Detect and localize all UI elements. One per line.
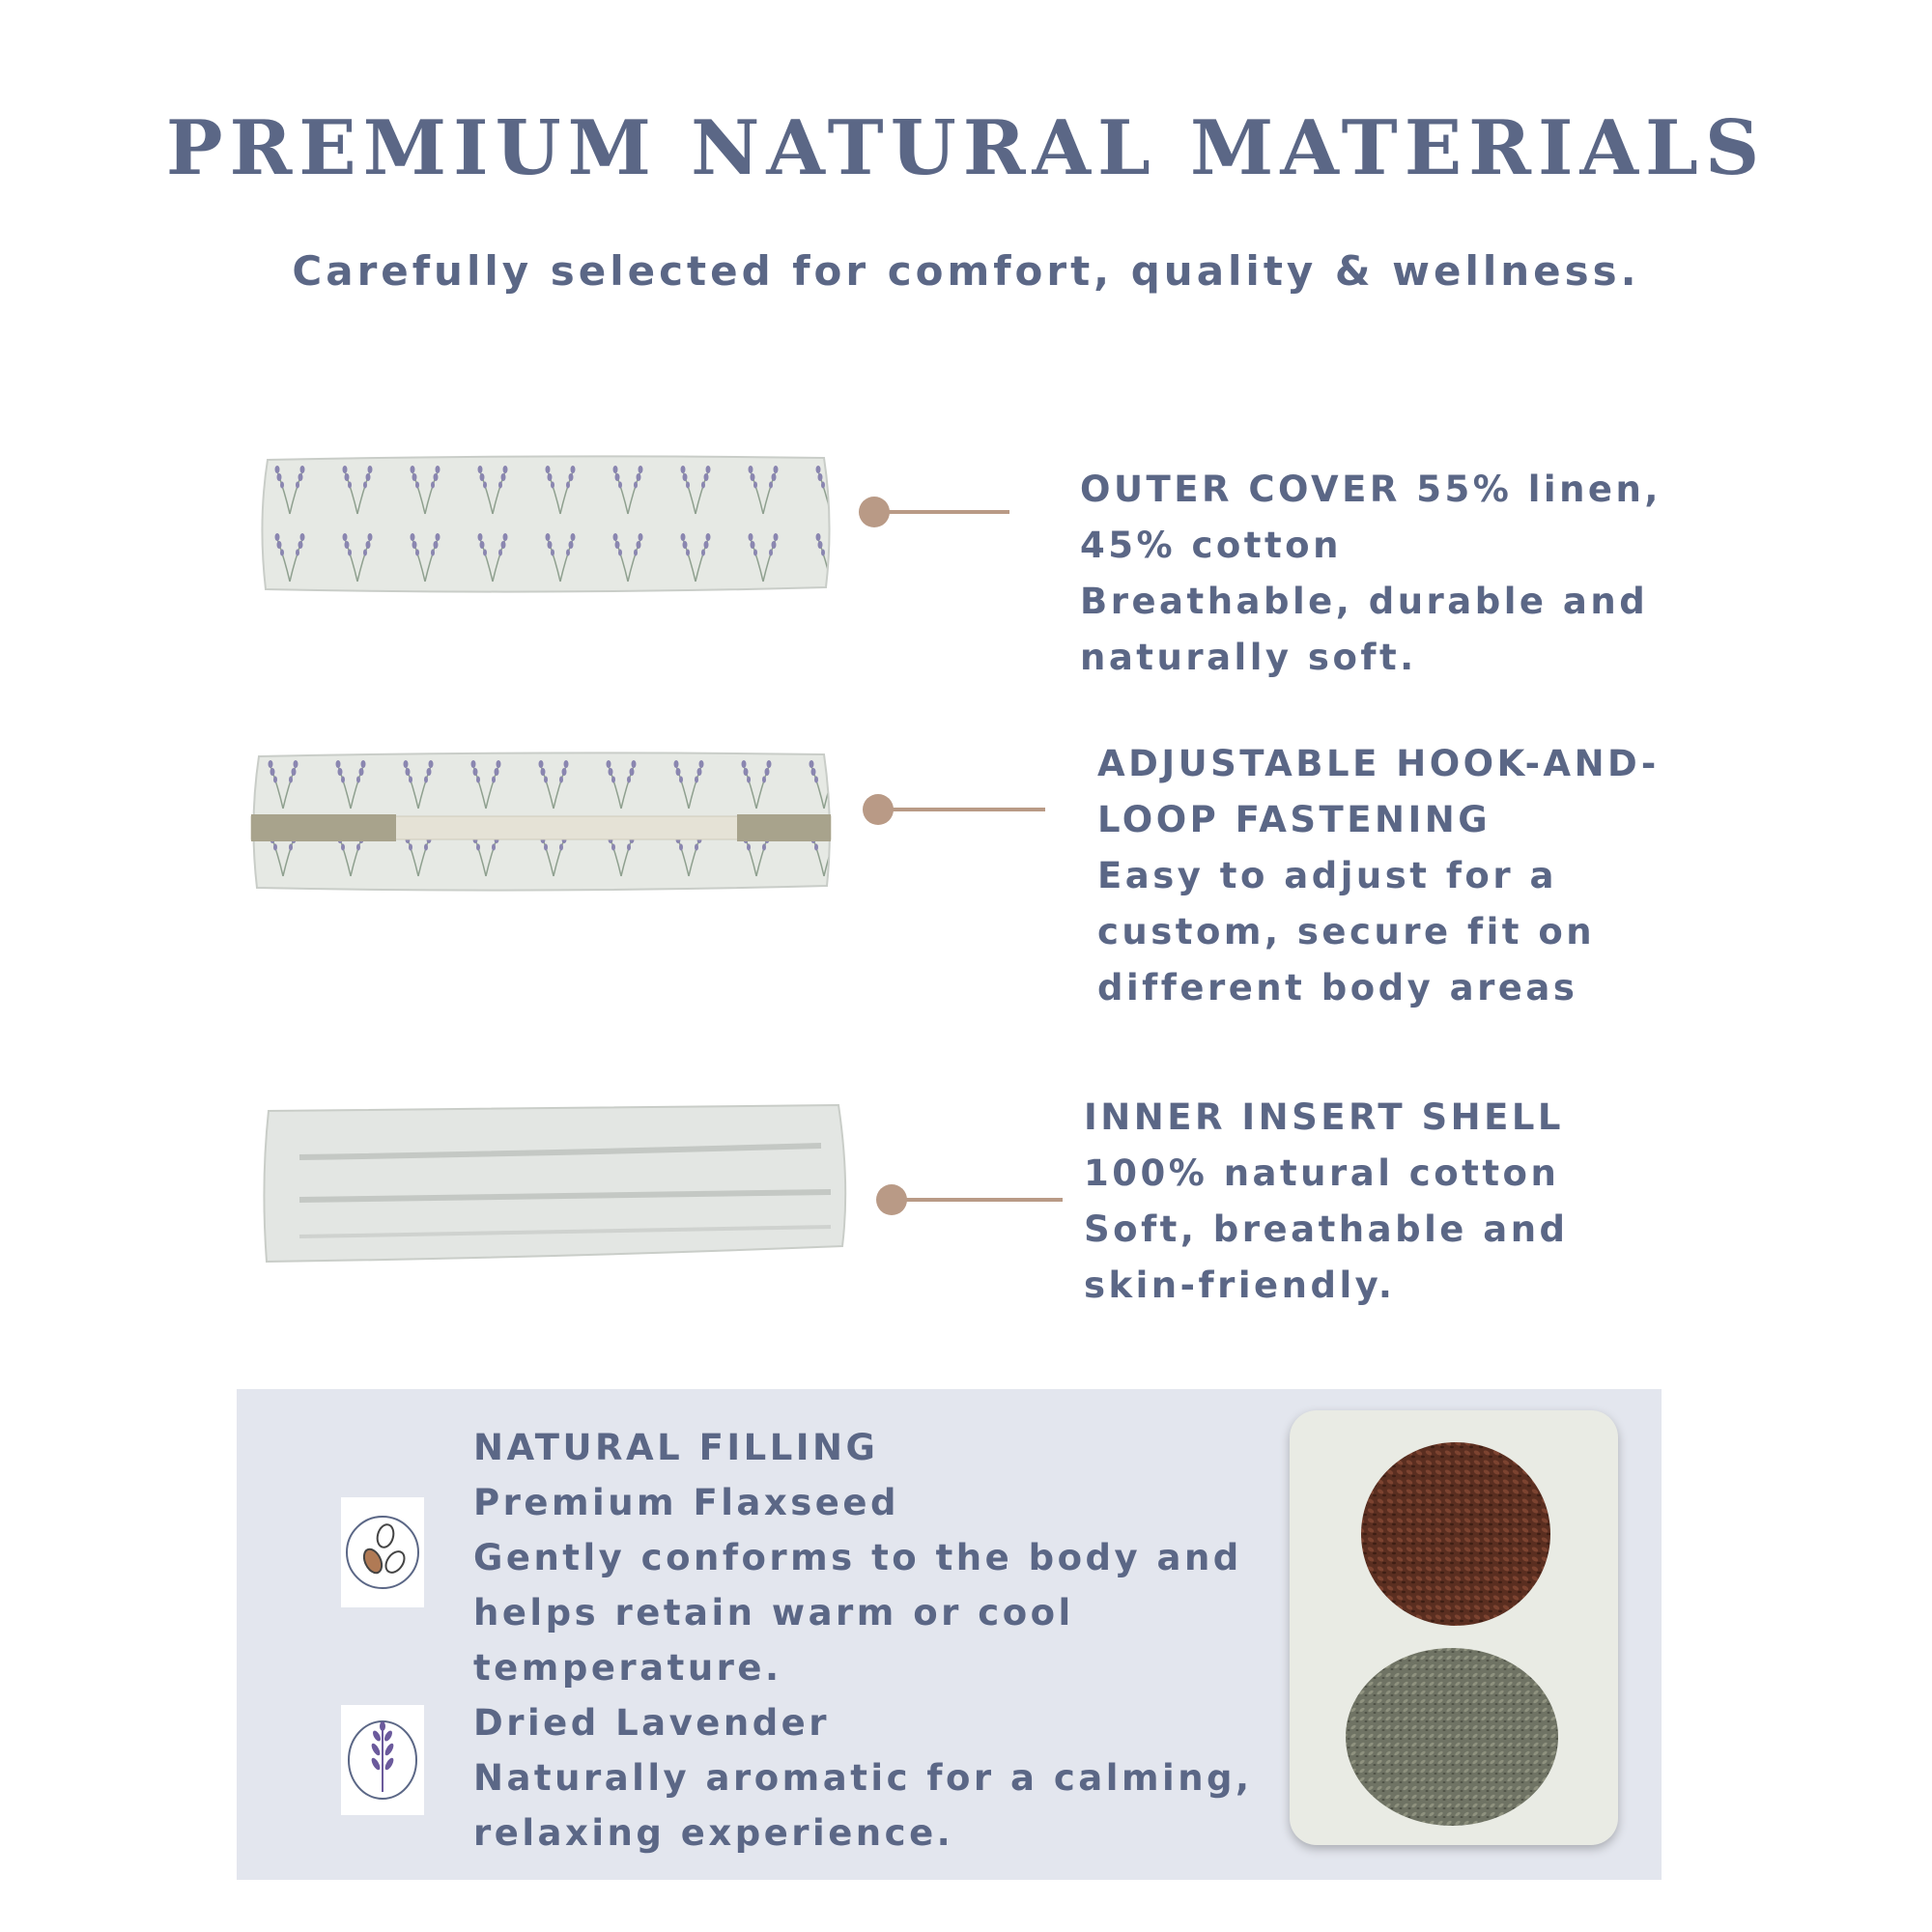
- inner-insert-feature: [1084, 1090, 1569, 1314]
- page-title: PREMIUM NATURAL MATERIALS: [165, 104, 1767, 192]
- feature-line: Easy to adjust for a: [1097, 855, 1557, 896]
- feature-line: 45% cotton: [1080, 525, 1342, 566]
- feature-line: different body areas: [1097, 967, 1578, 1009]
- feature-line: custom, secure fit on: [1097, 911, 1596, 952]
- fastening-feature: [1097, 736, 1660, 1016]
- connector-line: [878, 808, 1045, 811]
- feature-line: INNER INSERT SHELL: [1084, 1096, 1564, 1138]
- filling-heading: NATURAL FILLING: [473, 1427, 879, 1468]
- natural-filling-text: [473, 1420, 1253, 1861]
- filling-line: Naturally aromatic for a calming,: [473, 1757, 1253, 1799]
- feature-line: Breathable, durable and: [1080, 581, 1649, 622]
- filling-photo: [1290, 1410, 1618, 1845]
- outer-cover-feature: [1080, 462, 1662, 686]
- feature-line: OUTER COVER 55% linen,: [1080, 469, 1662, 510]
- filling-line: Premium Flaxseed: [473, 1482, 899, 1523]
- feature-line: ADJUSTABLE HOOK-AND-: [1097, 743, 1660, 784]
- feature-line: skin-friendly.: [1084, 1264, 1396, 1306]
- lavender-icon: [341, 1705, 424, 1815]
- connector-line: [892, 1198, 1063, 1202]
- filling-line: Gently conforms to the body and: [473, 1537, 1242, 1578]
- seeds-icon-box: [341, 1497, 424, 1607]
- inner-insert-image: [261, 1101, 850, 1265]
- feature-line: naturally soft.: [1080, 637, 1417, 678]
- feature-line: Soft, breathable and: [1084, 1208, 1569, 1250]
- filling-line: helps retain warm or cool: [473, 1592, 1074, 1634]
- filling-line: temperature.: [473, 1647, 782, 1689]
- lavender-icon-box: [341, 1705, 424, 1815]
- feature-line: LOOP FASTENING: [1097, 799, 1492, 840]
- connector-line: [874, 510, 1009, 514]
- filling-line: Dried Lavender: [473, 1702, 831, 1744]
- feature-line: 100% natural cotton: [1084, 1152, 1560, 1194]
- page-subtitle: Carefully selected for comfort, quality & wellness.: [292, 247, 1640, 295]
- seeds-icon: [341, 1497, 424, 1607]
- outer-cover-image: [256, 454, 836, 594]
- filling-line: relaxing experience.: [473, 1812, 954, 1854]
- fastening-image: [249, 749, 834, 894]
